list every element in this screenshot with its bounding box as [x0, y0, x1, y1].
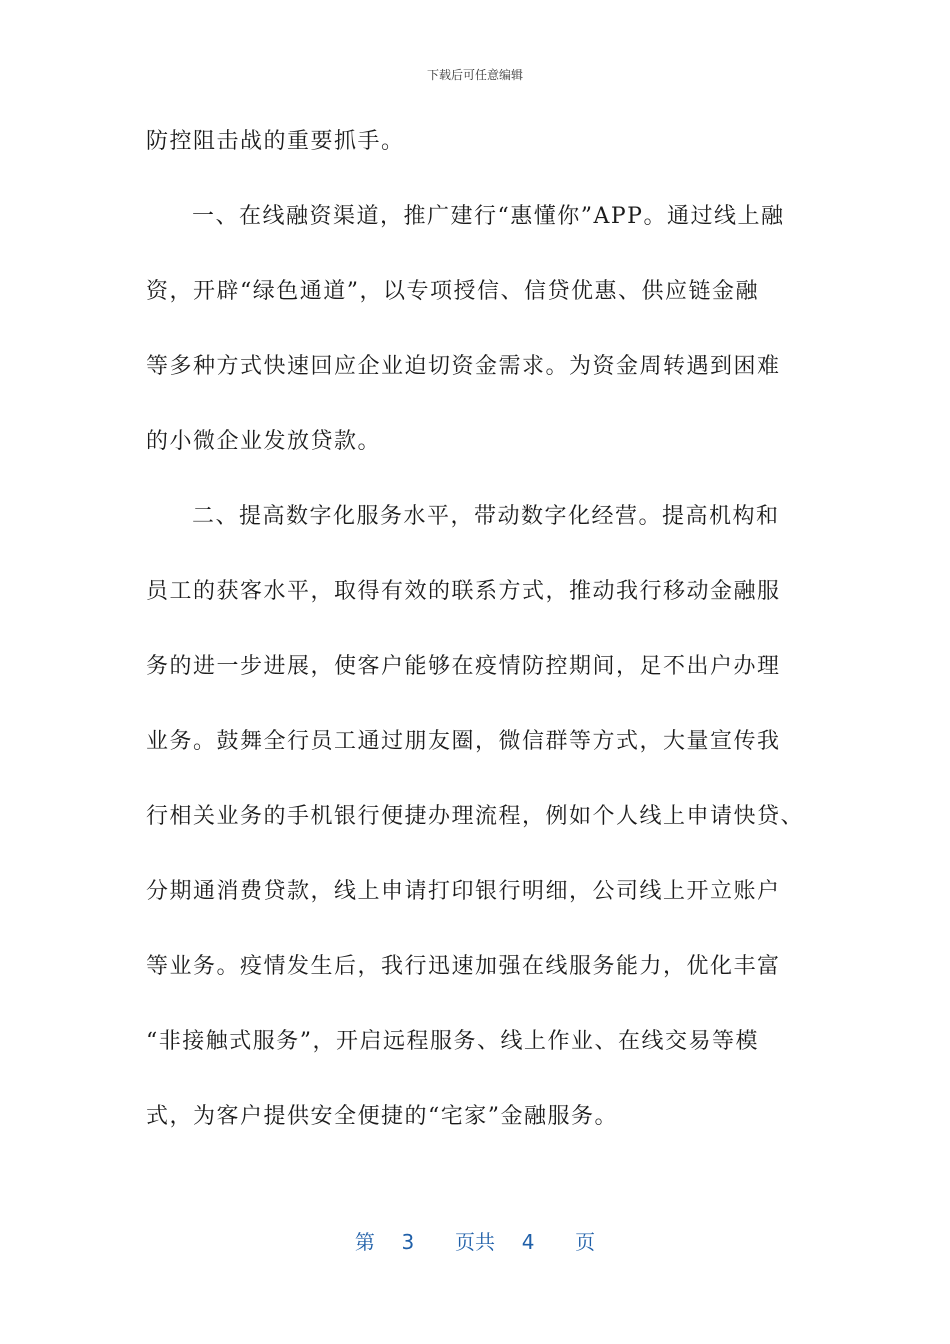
paragraph-line: 务的进一步进展，使客户能够在疫情防控期间，足不出户办理 [146, 654, 781, 679]
paragraph-line: 行相关业务的手机银行便捷办理流程，例如个人线上申请快贷、 [146, 804, 805, 829]
current-page-number: 3 [401, 1230, 415, 1254]
paragraph-line: 一、在线融资渠道，推广建行“惠懂你”APP。通过线上融 [192, 204, 785, 229]
paragraph-line: 业务。鼓舞全行员工通过朋友圈，微信群等方式，大量宣传我 [146, 729, 781, 754]
paragraph-line: 二、提高数字化服务水平，带动数字化经营。提高机构和 [192, 504, 780, 529]
paragraph-line: 式，为客户提供安全便捷的“宅家”金融服务。 [146, 1104, 618, 1129]
paragraph-line: 等多种方式快速回应企业迫切资金需求。为资金周转遇到困难 [146, 354, 781, 379]
paragraph-line: 员工的获客水平，取得有效的联系方式，推动我行移动金融服 [146, 579, 781, 604]
paragraph-line: “非接触式服务”，开启远程服务、线上作业、在线交易等模 [146, 1029, 759, 1054]
total-pages-number: 4 [521, 1230, 535, 1254]
page-header-note: 下载后可任意编辑 [426, 68, 523, 82]
footer-suffix: 页 [575, 1230, 596, 1254]
paragraph-line: 等业务。疫情发生后，我行迅速加强在线服务能力，优化丰富 [146, 954, 781, 979]
paragraph-line: 防控阻击战的重要抓手。 [146, 129, 405, 154]
paragraph-line: 的小微企业发放贷款。 [146, 429, 382, 454]
paragraph-line: 资，开辟“绿色通道”，以专项授信、信贷优惠、供应链金融 [146, 279, 759, 304]
footer-prefix: 第 [354, 1230, 375, 1254]
document-body [146, 118, 816, 1168]
footer-middle: 页共 [455, 1230, 495, 1254]
page-footer [0, 1226, 950, 1255]
paragraph-line: 分期通消费贷款，线上申请打印银行明细，公司线上开立账户 [146, 879, 781, 904]
